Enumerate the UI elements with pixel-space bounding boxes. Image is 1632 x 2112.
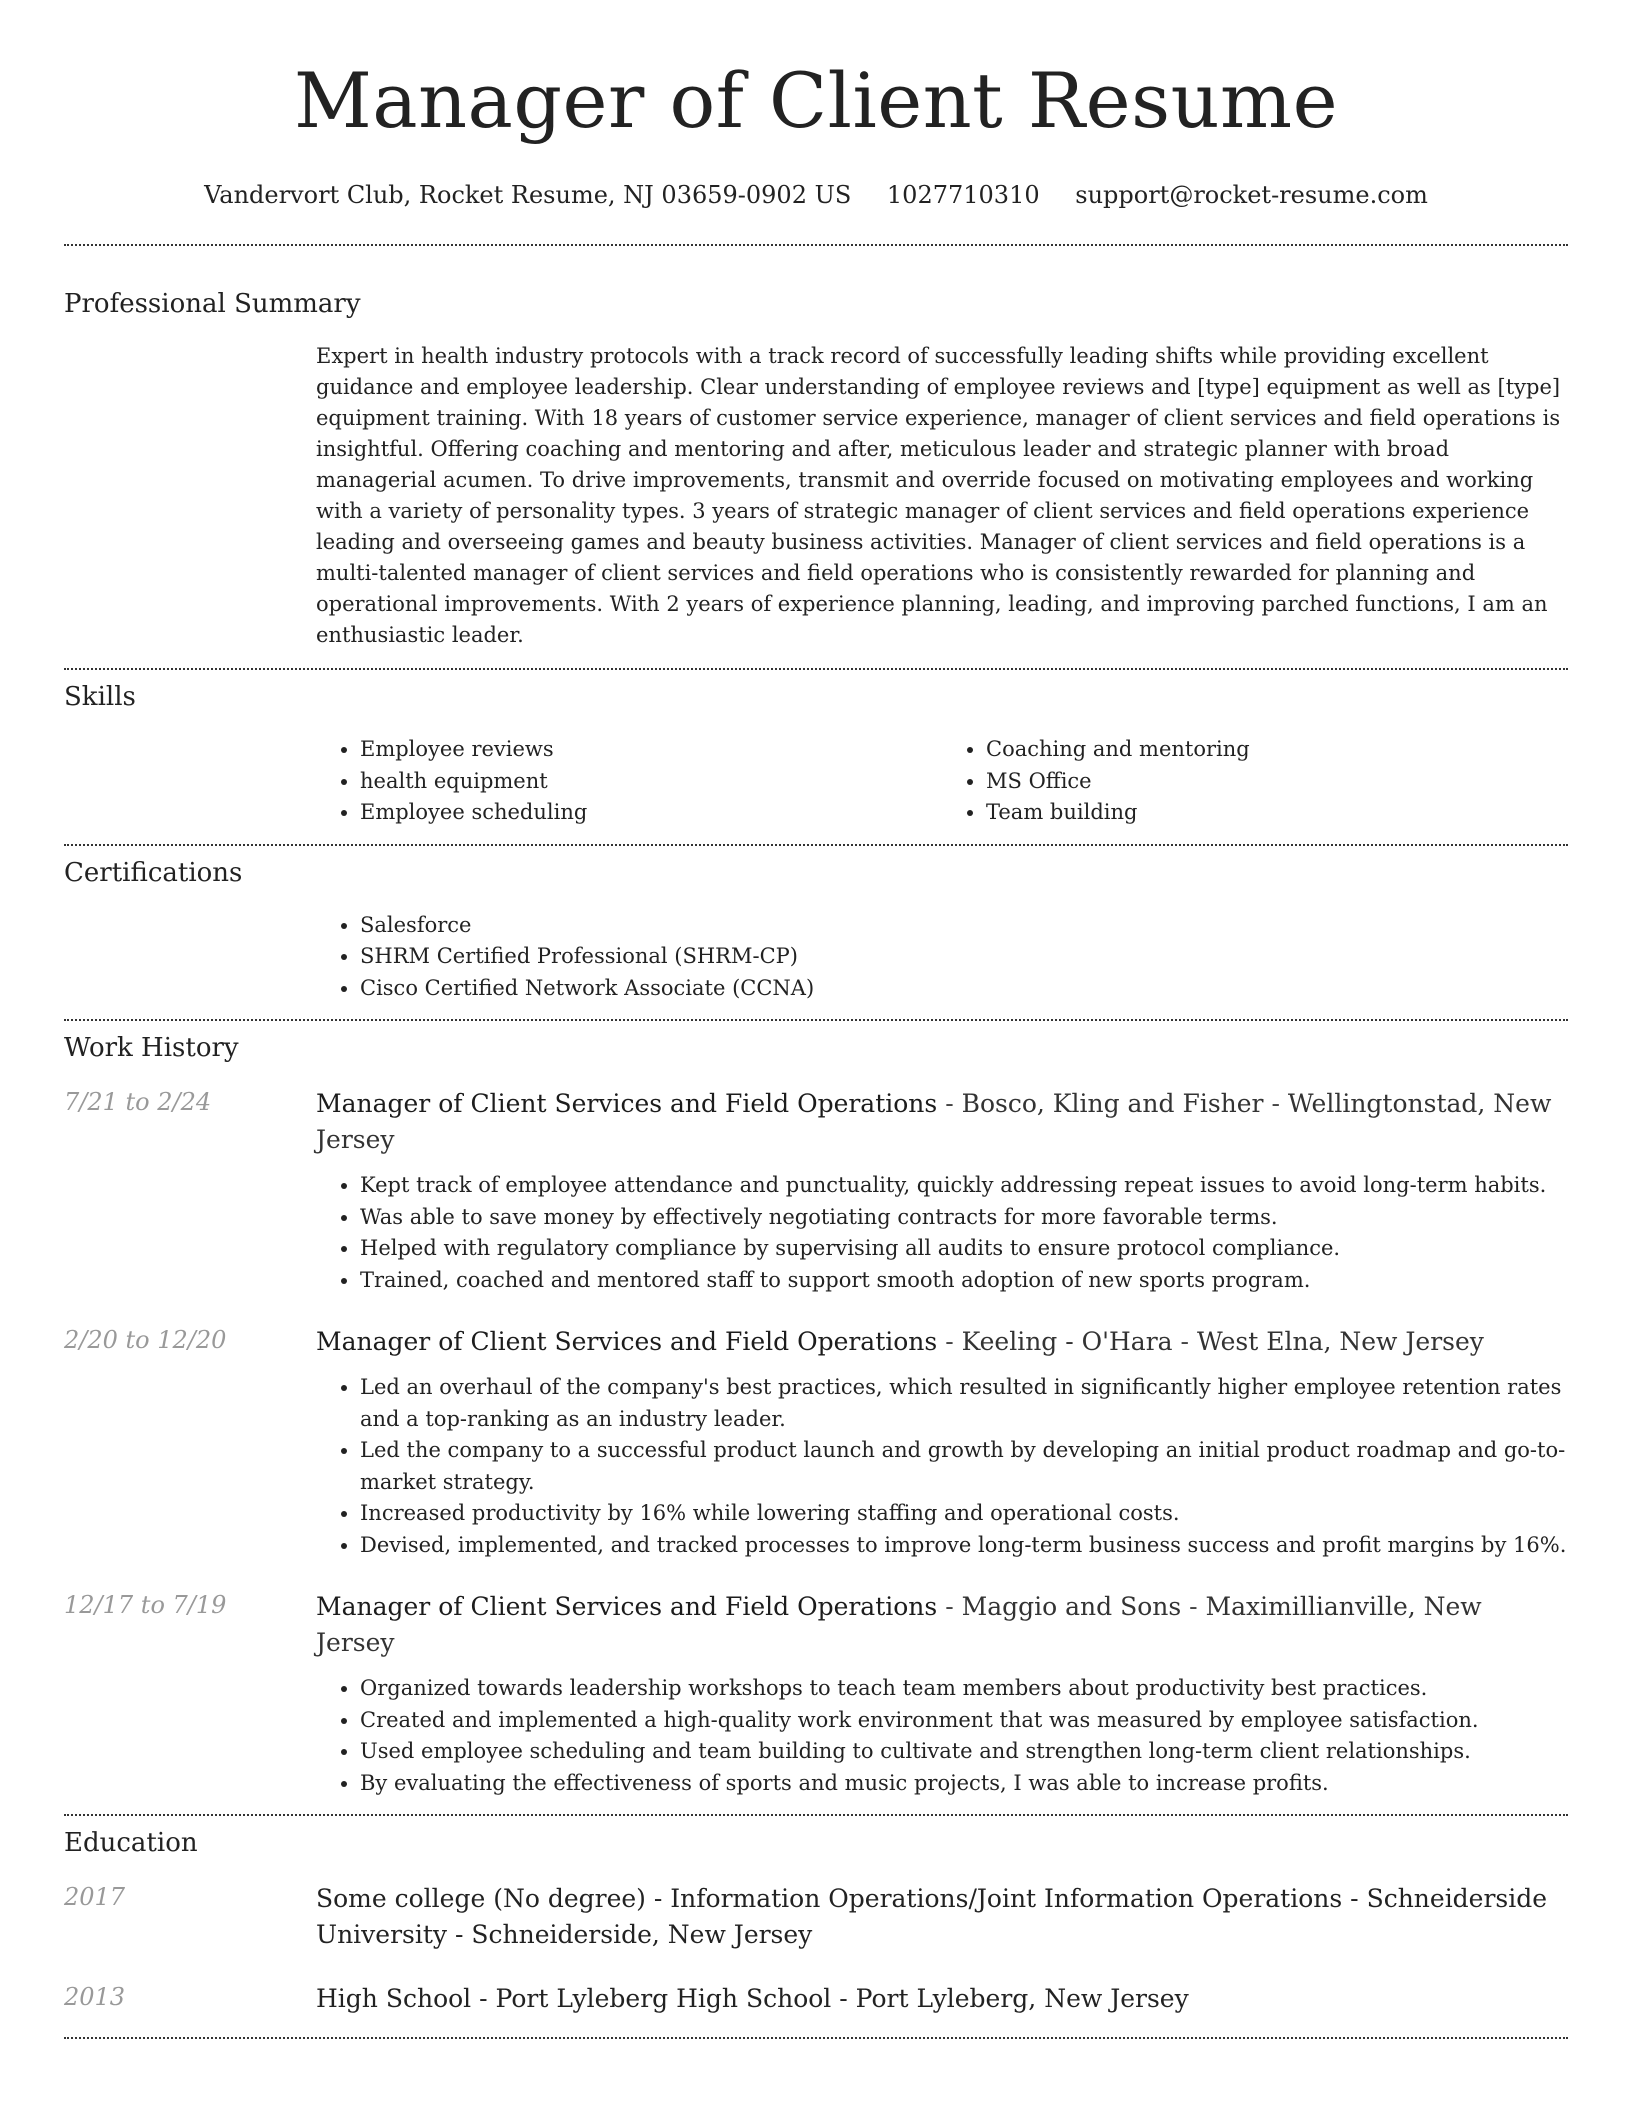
education-heading: Some college (No degree) - Information Operations/Joint Information Operations - Schneiderside University - Schneiderside, New Jersey [316, 1884, 1548, 1949]
skills-list-left [316, 734, 942, 829]
education-location: Port Lyleberg, New Jersey [855, 1984, 1189, 2013]
job-heading: Manager of Client Services and Field Operations - Bosco, Kling and Fisher - Wellingtonstad, New Jersey [316, 1089, 1552, 1154]
skill-item: • health equipment [360, 766, 942, 798]
email: support@rocket-resume.com [1075, 181, 1428, 209]
job-bullets [316, 1673, 1568, 1799]
job-entry [64, 1086, 1568, 1296]
job-entry [64, 1324, 1568, 1561]
contact-line [64, 180, 1568, 210]
work-history-section [64, 1021, 1568, 1799]
divider [64, 2037, 1568, 2039]
certification-item: • Salesforce [360, 910, 1568, 942]
job-company: Bosco, Kling and Fisher [961, 1089, 1264, 1118]
education-school: Port Lyleberg High School [495, 1984, 832, 2013]
job-role: Manager of Client Services and Field Operations [316, 1327, 938, 1356]
skill-item: • Coaching and mentoring [986, 734, 1568, 766]
job-bullet: • Devised, implemented, and tracked processes to improve long-term business success and profit margins by 16%. [360, 1530, 1568, 1562]
job-company: Keeling - O'Hara [961, 1327, 1173, 1356]
education-section [64, 1816, 1568, 2017]
job-role: Manager of Client Services and Field Operations [316, 1592, 938, 1621]
skills-grid [316, 734, 1568, 829]
job-entry [64, 1589, 1568, 1799]
job-bullet: • Led the company to a successful product launch and growth by developing an initial product roadmap and go-to-market strategy. [360, 1435, 1568, 1498]
job-bullet: • Kept track of employee attendance and punctuality, quickly addressing repeat issues to avoid long-term habits. [360, 1170, 1568, 1202]
summary-text: Expert in health industry protocols with a track record of successfully leading shifts while providing excellent guidance and employee leadership. Clear understanding of employee reviews and [type] equipment as well as [type] equipment training. With 18 years of customer service experience, manager of client services and field operations is insightful. Offering coaching and mentoring and after, meticulous leader and strategic planner with broad managerial acumen. To drive improvements, transmit and override focused on motivating employees and working with a variety of personality types. 3 years of strategic manager of client services and field operations experience leading and overseeing games and beauty business activities. Manager of client services and field operations is a multi-talented manager of client services and field operations who is consistently rewarded for planning and operational improvements. With 2 years of experience planning, leading, and improving parched functions, I am an enthusiastic leader. [316, 344, 1561, 647]
job-location: Wellingtonstad, New Jersey [316, 1089, 1552, 1154]
job-bullets [316, 1372, 1568, 1561]
education-field: Information Operations/Joint Information Operations [670, 1884, 1343, 1913]
job-heading: Manager of Client Services and Field Operations - Keeling - O'Hara - West Elna, New Jersey [316, 1327, 1484, 1356]
certification-item: • Cisco Certified Network Associate (CCNA) [360, 973, 1568, 1005]
job-dates: 7/21 to 2/24 [64, 1088, 212, 1116]
education-degree: Some college (No degree) [316, 1884, 646, 1913]
certification-item: • SHRM Certified Professional (SHRM-CP) [360, 941, 1568, 973]
skill-item: • Employee reviews [360, 734, 942, 766]
job-bullet: • Helped with regulatory compliance by supervising all audits to ensure protocol compliance. [360, 1233, 1568, 1265]
job-bullet: • Used employee scheduling and team building to cultivate and strengthen long-term client relationships. [360, 1736, 1568, 1768]
skill-item: • Team building [986, 797, 1568, 829]
job-location: West Elna, New Jersey [1196, 1327, 1484, 1356]
education-location: Schneiderside, New Jersey [471, 1920, 813, 1949]
job-bullets [316, 1170, 1568, 1296]
skill-item: • MS Office [986, 766, 1568, 798]
job-dates: 2/20 to 12/20 [64, 1326, 227, 1354]
education-school: Schneiderside University [316, 1884, 1548, 1949]
job-company: Maggio and Sons [961, 1592, 1182, 1621]
section-heading: Education [64, 1828, 198, 1858]
job-dates: 12/17 to 7/19 [64, 1591, 227, 1619]
phone: 1027710310 [886, 181, 1040, 209]
skill-item: • Employee scheduling [360, 797, 942, 829]
job-bullet: • Increased productivity by 16% while lowering staffing and operational costs. [360, 1498, 1568, 1530]
page-title: Manager of Client Resume [293, 56, 1339, 145]
education-heading: High School - Port Lyleberg High School - Port Lyleberg, New Jersey [316, 1984, 1189, 2013]
job-bullet: • Created and implemented a high-quality work environment that was measured by employee satisfaction. [360, 1705, 1568, 1737]
education-entry [64, 1881, 1568, 1953]
job-bullet: • Led an overhaul of the company's best practices, which resulted in significantly higher employee retention rates and a top-ranking as an industry leader. [360, 1372, 1568, 1435]
section-heading: Professional Summary [64, 289, 361, 319]
education-year: 2017 [64, 1883, 126, 1911]
job-bullet: • Trained, coached and mentored staff to support smooth adoption of new sports program. [360, 1265, 1568, 1297]
section-heading: Work History [64, 1033, 239, 1063]
job-heading: Manager of Client Services and Field Operations - Maggio and Sons - Maximillianville, New Jersey [316, 1592, 1482, 1657]
job-bullet: • Was able to save money by effectively negotiating contracts for more favorable terms. [360, 1202, 1568, 1234]
job-bullet: • Organized towards leadership workshops to teach team members about productivity best practices. [360, 1673, 1568, 1705]
education-degree: High School [316, 1984, 472, 2013]
job-bullet: • By evaluating the effectiveness of sports and music projects, I was able to increase profits. [360, 1768, 1568, 1800]
skills-section [64, 670, 1568, 829]
certifications-section [64, 846, 1568, 1005]
education-entry [64, 1981, 1568, 2017]
job-location: Maximillianville, New Jersey [316, 1592, 1482, 1657]
job-role: Manager of Client Services and Field Operations [316, 1089, 938, 1118]
summary-section [64, 246, 1568, 651]
section-heading: Certifications [64, 857, 243, 888]
certifications-list [316, 910, 1568, 1005]
address: Vandervort Club, Rocket Resume, NJ 03659-0902 US [204, 181, 852, 209]
education-year: 2013 [64, 1983, 126, 2011]
section-heading: Skills [64, 682, 136, 712]
skills-list-right [942, 734, 1568, 829]
